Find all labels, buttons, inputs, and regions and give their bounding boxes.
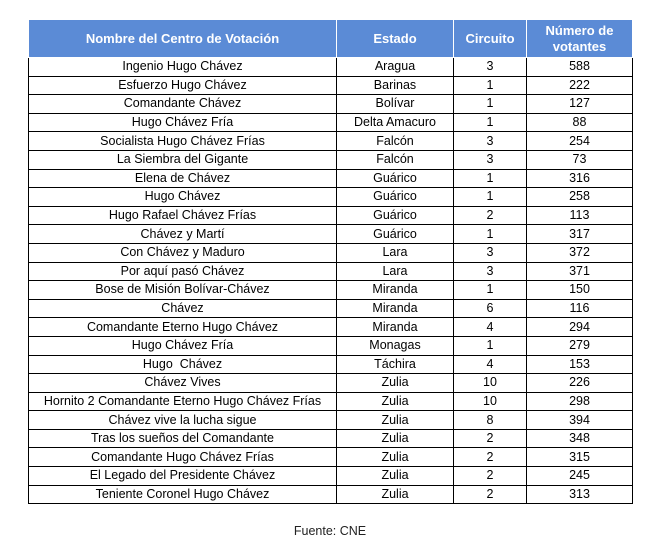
- centro-cell: Elena de Chávez: [29, 169, 337, 188]
- estado-cell: Aragua: [337, 58, 454, 77]
- table-row: [29, 95, 633, 114]
- source-note: Fuente: CNE: [293, 524, 367, 538]
- centro-cell: La Siembra del Gigante: [29, 150, 337, 169]
- centro-cell: Comandante Chávez: [29, 95, 337, 114]
- table-row: [29, 169, 633, 188]
- estado-cell: Delta Amacuro: [337, 113, 454, 132]
- estado-cell: Miranda: [337, 281, 454, 300]
- votantes-cell: 317: [527, 225, 633, 244]
- estado-cell: Miranda: [337, 299, 454, 318]
- circuito-cell: 3: [454, 132, 527, 151]
- circuito-cell: 1: [454, 95, 527, 114]
- votantes-cell: 394: [527, 411, 633, 430]
- estado-cell: Táchira: [337, 355, 454, 374]
- votantes-cell: 116: [527, 299, 633, 318]
- header-centro: Nombre del Centro de Votación: [29, 20, 337, 58]
- votantes-cell: 313: [527, 485, 633, 504]
- votantes-cell: 315: [527, 448, 633, 467]
- circuito-cell: 3: [454, 58, 527, 77]
- table-header: [29, 20, 633, 58]
- circuito-cell: 1: [454, 113, 527, 132]
- votantes-cell: 348: [527, 429, 633, 448]
- centro-cell: Bose de Misión Bolívar-Chávez: [29, 281, 337, 300]
- circuito-cell: 3: [454, 150, 527, 169]
- votantes-cell: 127: [527, 95, 633, 114]
- table-row: [29, 448, 633, 467]
- estado-cell: Zulia: [337, 448, 454, 467]
- table-row: [29, 243, 633, 262]
- centro-cell: Hugo Chávez: [29, 355, 337, 374]
- estado-cell: Guárico: [337, 188, 454, 207]
- circuito-cell: 1: [454, 188, 527, 207]
- estado-cell: Barinas: [337, 76, 454, 95]
- centro-cell: Tras los sueños del Comandante: [29, 429, 337, 448]
- circuito-cell: 3: [454, 243, 527, 262]
- centro-cell: Esfuerzo Hugo Chávez: [29, 76, 337, 95]
- estado-cell: Zulia: [337, 429, 454, 448]
- estado-cell: Zulia: [337, 392, 454, 411]
- table-row: [29, 262, 633, 281]
- estado-cell: Zulia: [337, 485, 454, 504]
- centro-cell: Hugo Chávez: [29, 188, 337, 207]
- circuito-cell: 10: [454, 374, 527, 393]
- header-circuito: Circuito: [454, 20, 527, 58]
- votantes-cell: 226: [527, 374, 633, 393]
- circuito-cell: 4: [454, 318, 527, 337]
- circuito-cell: 2: [454, 429, 527, 448]
- header-votantes: Número de votantes: [527, 20, 633, 58]
- table-row: [29, 132, 633, 151]
- circuito-cell: 1: [454, 169, 527, 188]
- centro-cell: Comandante Eterno Hugo Chávez: [29, 318, 337, 337]
- estado-cell: Zulia: [337, 411, 454, 430]
- estado-cell: Bolívar: [337, 95, 454, 114]
- centro-cell: El Legado del Presidente Chávez: [29, 467, 337, 486]
- centro-cell: Chávez y Martí: [29, 225, 337, 244]
- votantes-cell: 588: [527, 58, 633, 77]
- votantes-cell: 316: [527, 169, 633, 188]
- centro-cell: Socialista Hugo Chávez Frías: [29, 132, 337, 151]
- table-row: [29, 225, 633, 244]
- votantes-cell: 88: [527, 113, 633, 132]
- header-estado: Estado: [337, 20, 454, 58]
- table-body: [29, 58, 633, 504]
- voting-centers-table: [28, 19, 633, 504]
- header-row: [29, 20, 633, 58]
- centro-cell: Teniente Coronel Hugo Chávez: [29, 485, 337, 504]
- votantes-cell: 150: [527, 281, 633, 300]
- votantes-cell: 372: [527, 243, 633, 262]
- table-row: [29, 281, 633, 300]
- circuito-cell: 4: [454, 355, 527, 374]
- circuito-cell: 6: [454, 299, 527, 318]
- circuito-cell: 8: [454, 411, 527, 430]
- centro-cell: Ingenio Hugo Chávez: [29, 58, 337, 77]
- table-row: [29, 76, 633, 95]
- table-row: [29, 355, 633, 374]
- centro-cell: Chávez vive la lucha sigue: [29, 411, 337, 430]
- votantes-cell: 298: [527, 392, 633, 411]
- votantes-cell: 73: [527, 150, 633, 169]
- table-row: [29, 299, 633, 318]
- voting-centers-table-container: [28, 19, 632, 504]
- centro-cell: Hugo Rafael Chávez Frías: [29, 206, 337, 225]
- centro-cell: Por aquí pasó Chávez: [29, 262, 337, 281]
- votantes-cell: 153: [527, 355, 633, 374]
- circuito-cell: 1: [454, 281, 527, 300]
- centro-cell: Con Chávez y Maduro: [29, 243, 337, 262]
- table-row: [29, 336, 633, 355]
- votantes-cell: 294: [527, 318, 633, 337]
- table-row: [29, 206, 633, 225]
- votantes-cell: 245: [527, 467, 633, 486]
- estado-cell: Guárico: [337, 169, 454, 188]
- votantes-cell: 113: [527, 206, 633, 225]
- estado-cell: Monagas: [337, 336, 454, 355]
- votantes-cell: 258: [527, 188, 633, 207]
- circuito-cell: 2: [454, 206, 527, 225]
- table-row: [29, 485, 633, 504]
- votantes-cell: 222: [527, 76, 633, 95]
- table-row: [29, 411, 633, 430]
- estado-cell: Zulia: [337, 467, 454, 486]
- estado-cell: Falcón: [337, 132, 454, 151]
- circuito-cell: 2: [454, 467, 527, 486]
- estado-cell: Miranda: [337, 318, 454, 337]
- table-row: [29, 113, 633, 132]
- votantes-cell: 279: [527, 336, 633, 355]
- circuito-cell: 1: [454, 225, 527, 244]
- centro-cell: Chávez: [29, 299, 337, 318]
- circuito-cell: 1: [454, 336, 527, 355]
- circuito-cell: 3: [454, 262, 527, 281]
- circuito-cell: 2: [454, 485, 527, 504]
- centro-cell: Hugo Chávez Fría: [29, 336, 337, 355]
- table-row: [29, 150, 633, 169]
- estado-cell: Guárico: [337, 225, 454, 244]
- estado-cell: Zulia: [337, 374, 454, 393]
- table-row: [29, 392, 633, 411]
- table-row: [29, 188, 633, 207]
- estado-cell: Falcón: [337, 150, 454, 169]
- circuito-cell: 2: [454, 448, 527, 467]
- table-row: [29, 374, 633, 393]
- estado-cell: Lara: [337, 243, 454, 262]
- table-row: [29, 58, 633, 77]
- centro-cell: Hugo Chávez Fría: [29, 113, 337, 132]
- estado-cell: Lara: [337, 262, 454, 281]
- centro-cell: Comandante Hugo Chávez Frías: [29, 448, 337, 467]
- votantes-cell: 371: [527, 262, 633, 281]
- votantes-cell: 254: [527, 132, 633, 151]
- circuito-cell: 1: [454, 76, 527, 95]
- centro-cell: Hornito 2 Comandante Eterno Hugo Chávez Frías: [29, 392, 337, 411]
- table-row: [29, 429, 633, 448]
- estado-cell: Guárico: [337, 206, 454, 225]
- centro-cell: Chávez Vives: [29, 374, 337, 393]
- table-row: [29, 318, 633, 337]
- table-row: [29, 467, 633, 486]
- circuito-cell: 10: [454, 392, 527, 411]
